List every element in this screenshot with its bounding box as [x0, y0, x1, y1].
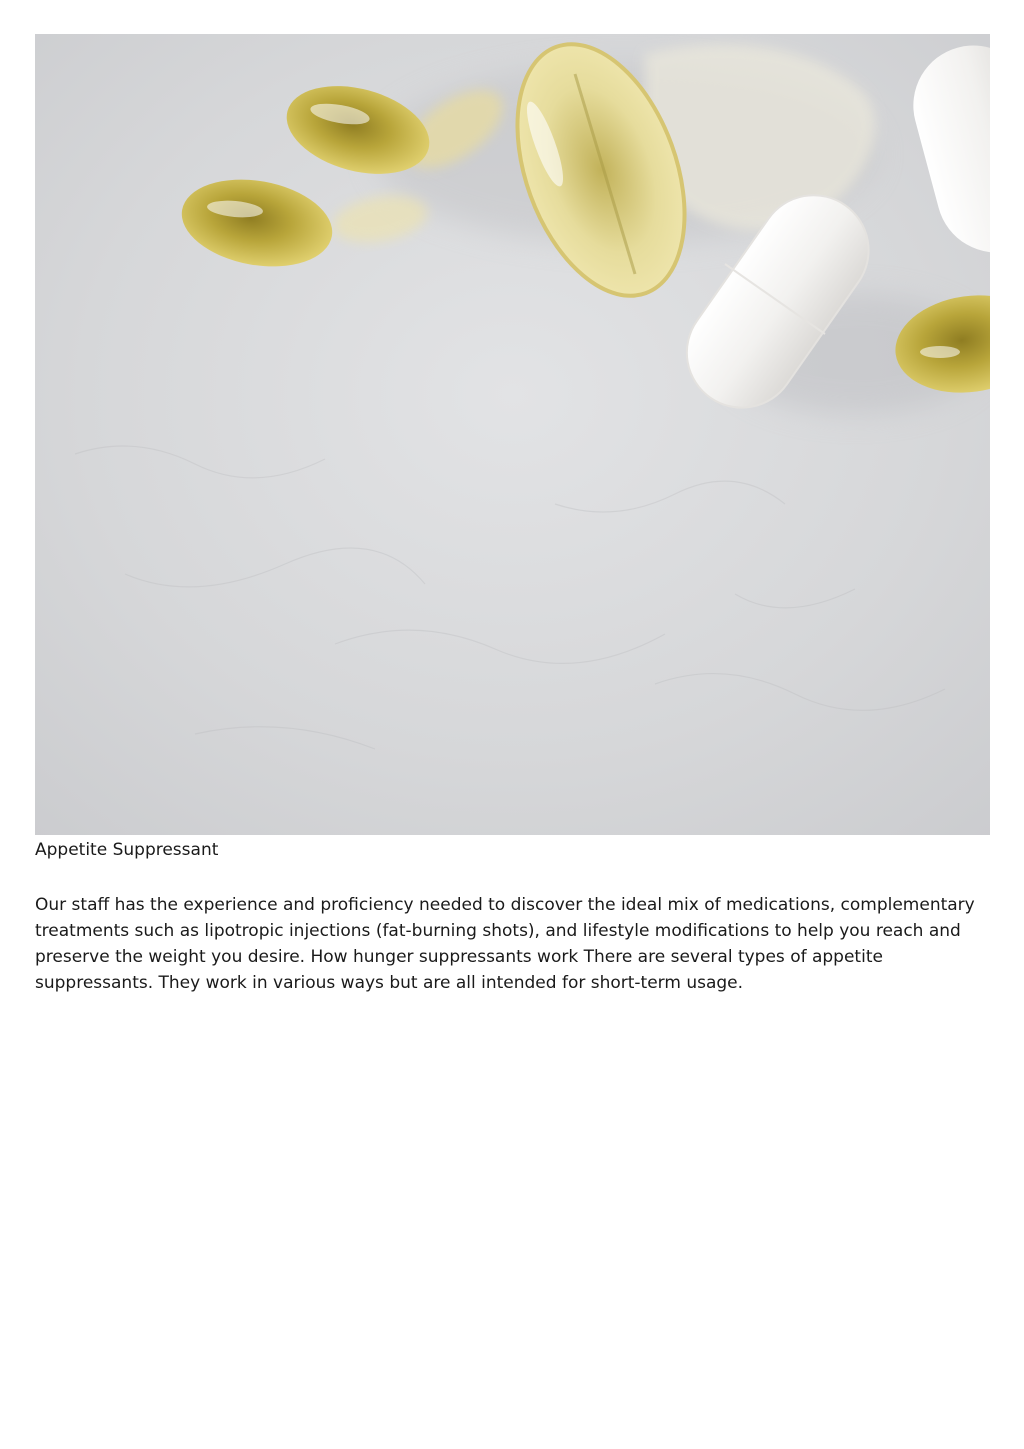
pills-photo-illustration	[35, 34, 990, 835]
image-caption: Appetite Suppressant	[35, 840, 219, 860]
hero-photo	[35, 34, 990, 835]
article-paragraph: Our staff has the experience and proficiency needed to discover the ideal mix of medications, complementary treatments such as lipotropic injections (fat-burning shots), and lifestyle modifications to help you reach and preserve the weight you desire. How hunger suppressants work There are several types of appetite suppressants. They work in various ways but are all intended for short-term usage.	[35, 895, 975, 993]
